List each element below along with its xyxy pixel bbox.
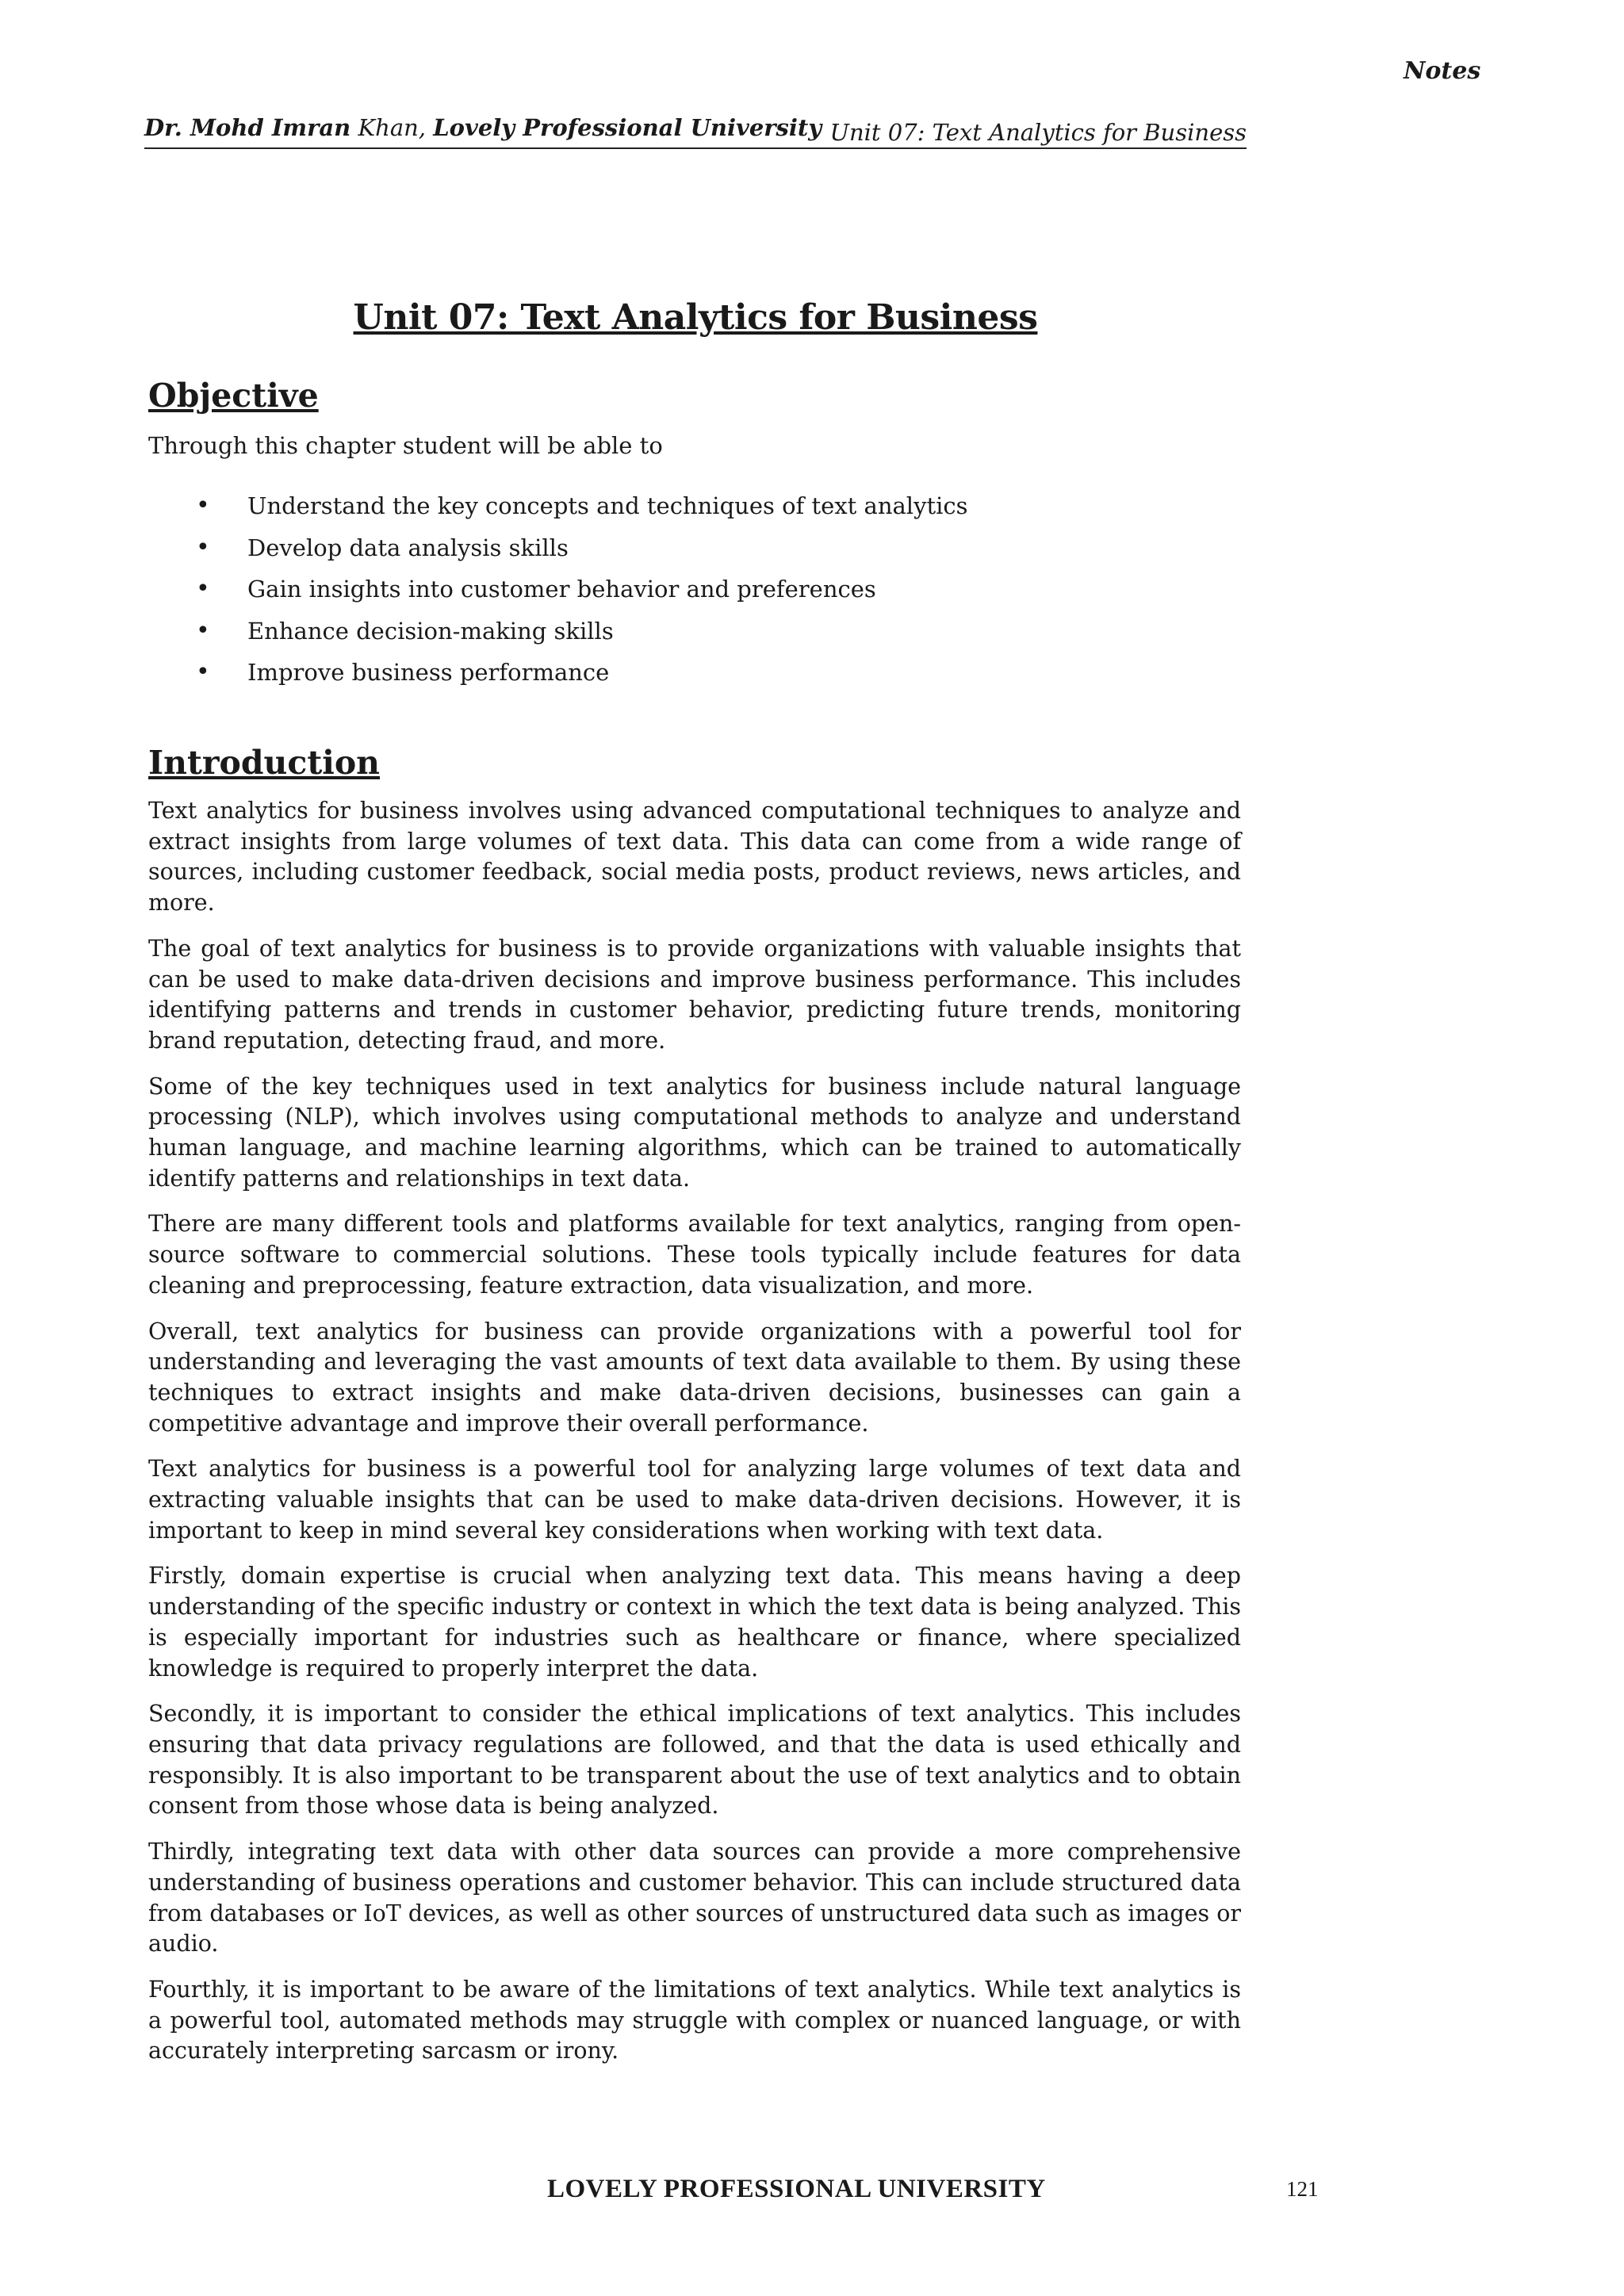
objective-lead: Through this chapter student will be able to bbox=[148, 432, 663, 459]
header-author bbox=[144, 114, 822, 141]
footer-university: LOVELY PROFESSIONAL UNIVERSITY bbox=[547, 2175, 1046, 2203]
page-number: 121 bbox=[1286, 2177, 1319, 2201]
notes-label: Notes bbox=[1404, 57, 1481, 85]
paragraph: Text analytics for business involves using advanced computational techniques to analyze and extract insights from large volumes of text data. This data can come from a wide range of sources, including customer feedback, social media posts, product reviews, news articles, and more. bbox=[148, 798, 1241, 916]
introduction-body bbox=[148, 796, 1241, 2082]
paragraph: There are many different tools and platforms available for text analytics, ranging from open-source software to commercial solutions. These tools typically include features for data cleaning and preprocessing, feature extraction, data visualization, and more. bbox=[148, 1211, 1241, 1299]
header-affiliation: Lovely Professional University bbox=[433, 114, 822, 141]
paragraph: Overall, text analytics for business can provide organizations with a powerful tool for understanding and leveraging the vast amounts of text data available to them. By using these techniques to extract insights and make data-driven decisions, businesses can gain a competitive advantage and improve their overall performance. bbox=[148, 1318, 1241, 1437]
objective-item: • Develop data analysis skills bbox=[148, 527, 968, 569]
objective-item: • Understand the key concepts and techniques of text analytics bbox=[148, 485, 968, 527]
running-header bbox=[144, 108, 1247, 149]
paragraph: Some of the key techniques used in text analytics for business include natural language processing (NLP), which involves using computational methods to analyze and understand human language, and machine learning algorithms, which can be trained to automatically identify patterns and relationships in text data. bbox=[148, 1073, 1241, 1192]
header-author-rest: Khan, bbox=[350, 114, 434, 141]
paragraph: Firstly, domain expertise is crucial when analyzing text data. This means having a deep understanding of the specific industry or context in which the text data is being analyzed. This is especially important for industries such as healthcare or finance, where specialized knowledge is required to properly interpret the data. bbox=[148, 1563, 1241, 1682]
paragraph: Thirdly, integrating text data with other data sources can provide a more comprehensive understanding of business operations and customer behavior. This can include structured data from databases or IoT devices, as well as other sources of unstructured data such as images or audio. bbox=[148, 1839, 1242, 1957]
objective-list bbox=[148, 485, 968, 694]
paragraph: Text analytics for business is a powerful tool for analyzing large volumes of text data and extracting valuable insights that can be used to make data-driven decisions. However, it is important to keep in mind several key considerations when working with text data. bbox=[148, 1456, 1241, 1544]
paragraph: Fourthly, it is important to be aware of the limitations of text analytics. While text analytics is a powerful tool, automated methods may struggle with complex or nuanced language, or with accurately interpreting sarcasm or irony. bbox=[148, 1976, 1241, 2064]
paragraph: The goal of text analytics for business is to provide organizations with valuable insights that can be used to make data-driven decisions and improve business performance. This includes identifying patterns and trends in customer behavior, predicting future trends, monitoring brand reputation, detecting fraud, and more. bbox=[148, 935, 1241, 1054]
objective-item: • Enhance decision-making skills bbox=[148, 610, 968, 652]
paragraph: Secondly, it is important to consider the ethical implications of text analytics. This includes ensuring that data privacy regulations are followed, and that the data is used ethically and responsibly. It is also important to be transparent about the use of text analytics and to obtain consent from those whose data is being analyzed. bbox=[148, 1701, 1241, 1820]
header-author-name: Dr. Mohd Imran bbox=[144, 114, 351, 141]
introduction-heading: Introduction bbox=[148, 744, 380, 782]
objective-item: • Improve business performance bbox=[148, 652, 968, 694]
objective-heading: Objective bbox=[148, 377, 319, 415]
objective-item: • Gain insights into customer behavior and preferences bbox=[148, 568, 968, 610]
header-unit: Unit 07: Text Analytics for Business bbox=[829, 119, 1247, 146]
page-title: Unit 07: Text Analytics for Business bbox=[353, 297, 1038, 338]
